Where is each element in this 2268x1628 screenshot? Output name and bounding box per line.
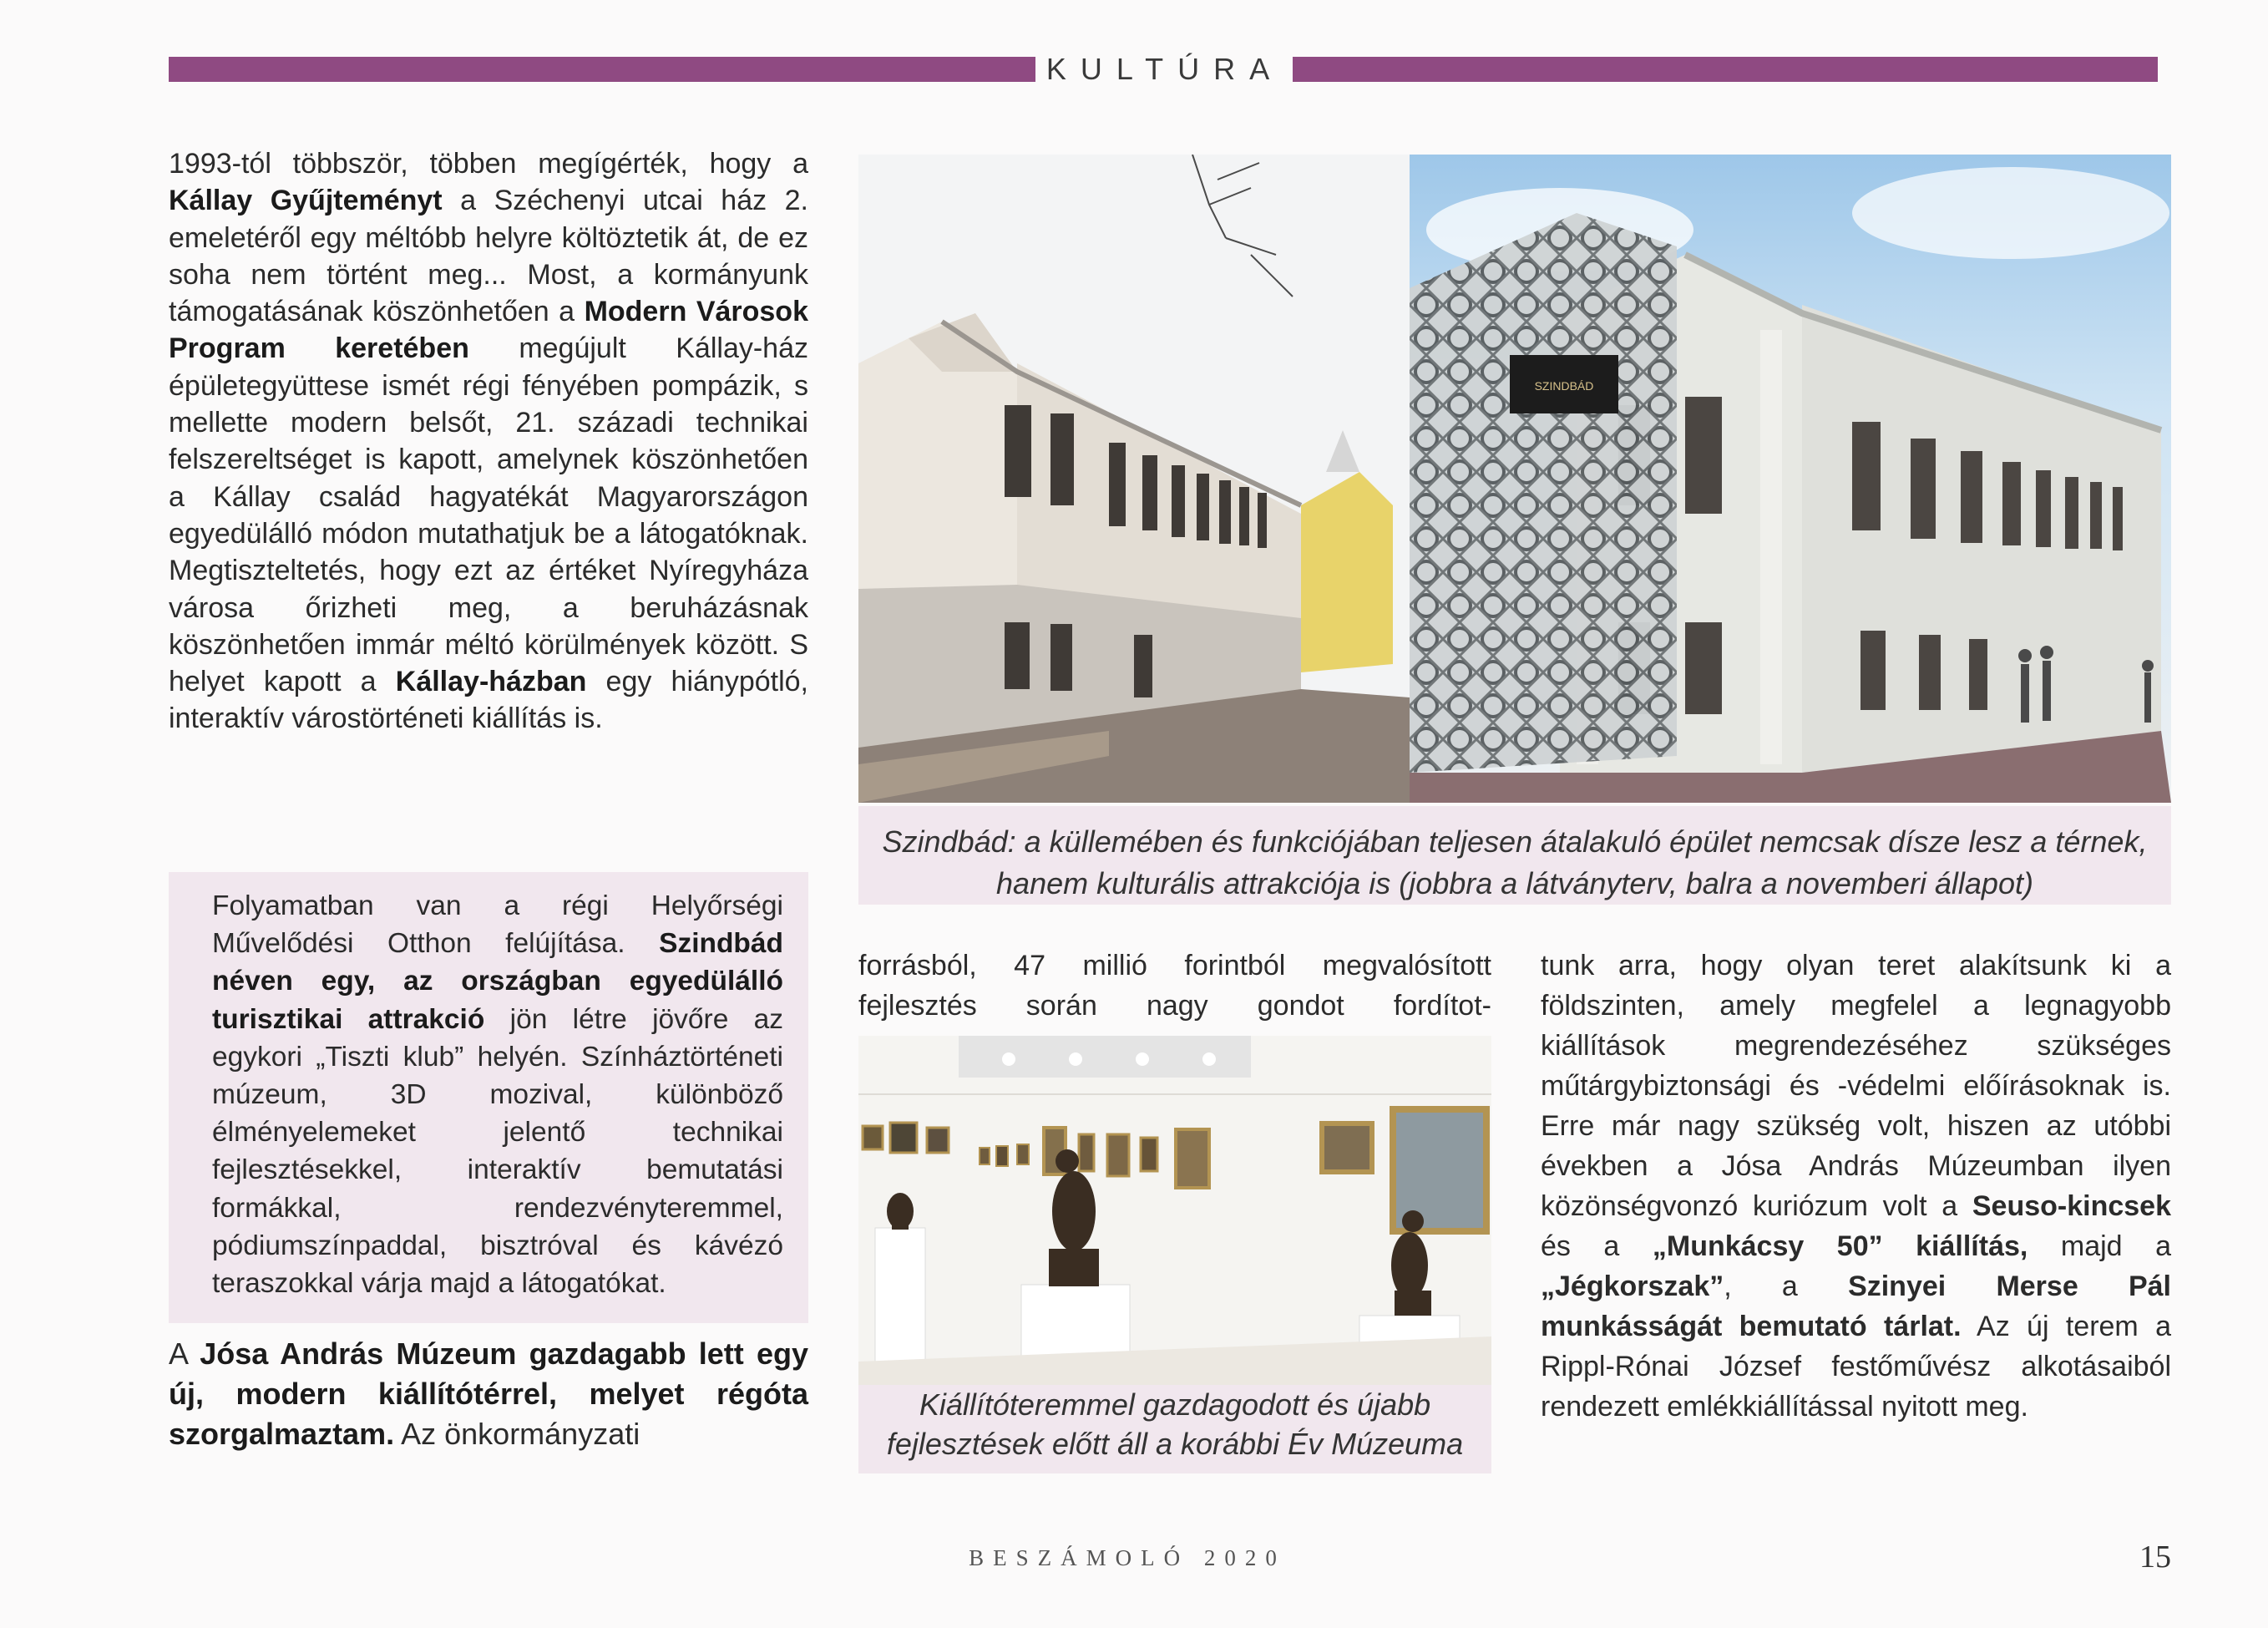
museum-intro-text: A Jósa András Múzeum gazdagabb lett egy új, modern kiállítótérrel, melyet régóta szorgalmaztam. Az önkormányzati [169, 1336, 809, 1451]
highlight-box-text: Folyamatban van a régi Helyőrségi Művelődési Otthon felújítása. Szindbád néven egy, az országban egyedülálló turisztikai attrakció jön létre jövőre az egykori „Tiszti klub” helyén. Színháztörténeti múzeum, 3D mozival, különböző élményelemeket jelentő technikai fejlesztésekkel, interaktív bemutatási formákkal, rendezvényteremmel, pódiumszínpaddal, bisztróval és kávézó teraszokkal várja majd a látogatókat. [212, 890, 784, 1300]
building-current-illustration [858, 155, 1410, 803]
photo-caption-top-text: Szindbád: a küllemében és funkciójában teljesen átalakuló épület nemcsak dísze lesz a térnek, hanem kulturális attrakciója is (jobbra a látványterv, balra a novemberi állapot) [882, 824, 2148, 900]
gallery-photo [858, 1036, 1491, 1391]
szindbad-sign-text: SZINDBÁD [1534, 379, 1594, 393]
footer-publication: BESZÁMOLÓ 2020 [969, 1545, 1286, 1570]
section-title: KULTÚRA [1045, 52, 1284, 86]
right-column-text: tunk arra, hogy olyan teret alakítsunk ki a földszinten, amely megfelel a legnagyobb kiállítások megrendezéséhez szükséges műtárgybiztonsági és -védelmi előírásoknak is. Erre már nagy szükség volt, hiszen az utóbbi években a Jósa András Múzeumban ilyen közönségvonzó kuriózum volt a Seuso-kincsek és a „Munkácsy 50” kiállítás, majd a „Jégkorszak”, a Szinyei Merse Pál munkásságát bemutató tárlat. Az új terem a Rippl-Rónai József festőművész alkotásaiból rendezett emlékkiállítással nyitott meg. [1541, 950, 2171, 1423]
building-photo-rendering [1410, 155, 2171, 803]
header-rule-right [1293, 57, 2158, 82]
middle-column-text: forrásból, 47 millió forintból megvalósított fejlesztés során nagy gondot fordítot- [858, 950, 1491, 1022]
header-rule-left [169, 57, 1035, 82]
highlight-box [169, 872, 808, 1323]
photo-caption-gallery: Kiállítóteremmel gazdagodott és újabb fejlesztések előtt áll a korábbi Év Múzeuma [858, 1385, 1491, 1473]
page-number: 15 [2139, 1539, 2171, 1575]
gallery-illustration [858, 1036, 1491, 1391]
photo-caption-top [858, 806, 2171, 905]
left-column-text: 1993-tól többször, többen megígérték, hogy a Kállay Gyűjteményt a Széchenyi utcai ház 2. emeletéről egy méltóbb helyre költöztetik át, de ez soha nem történt meg... Most, a kormányunk támogatásának köszönhetően a Modern Városok Program keretében megújult Kállay-ház épületegyüttese ismét régi fényében pompázik, s mellette modern belsőt, 21. századi technikai felszereltséget is kapott, amelynek köszönhetően a Kállay család hagyatékát Magyarországon egyedülálló módon mutathatjuk be a látogatóknak. Megtiszteltetés, hogy ezt az értéket Nyíregyháza városa őrizheti meg, a beruházásnak köszönhetően immár méltó körülmények között. S helyet kapott a Kállay-házban egy hiánypótló, interaktív várostörténeti kiállítás is. [169, 148, 808, 735]
building-rendering-illustration [1410, 155, 2171, 803]
building-photo-current [858, 155, 1410, 803]
